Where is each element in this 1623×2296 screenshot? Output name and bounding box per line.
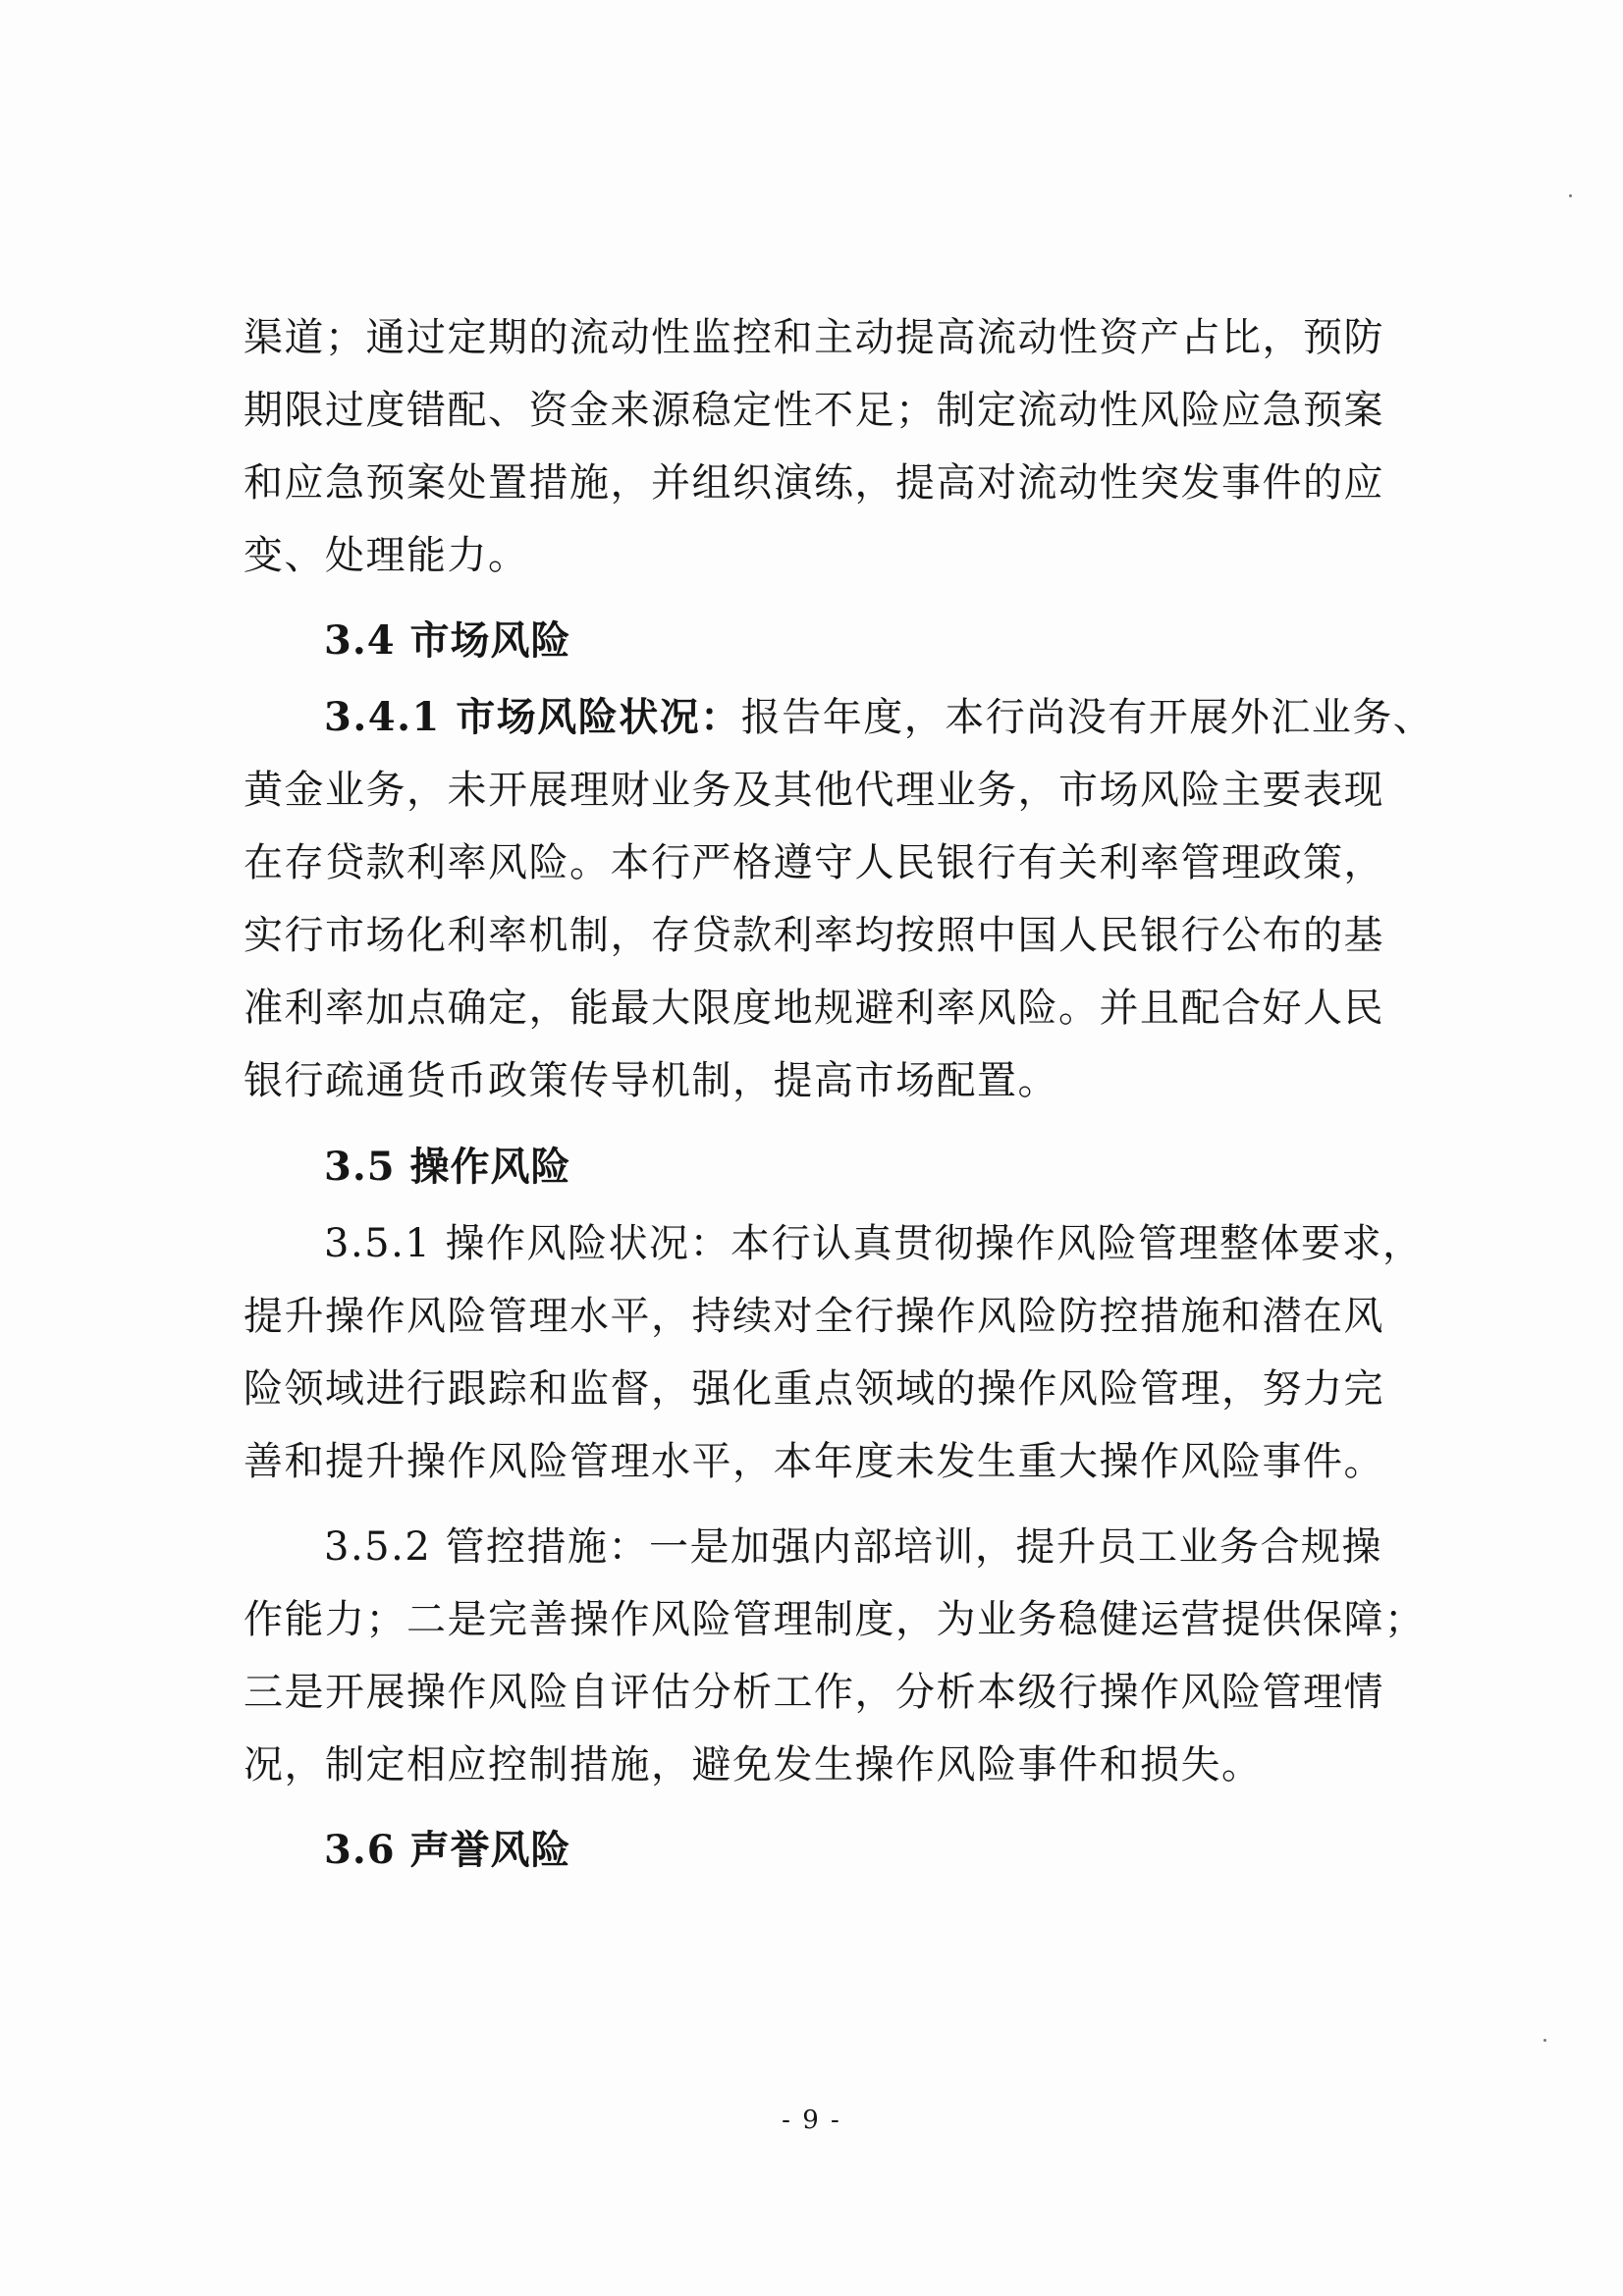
subsection-first-line-3-4-1 bbox=[324, 692, 1434, 743]
paragraph-line: 提升操作风险管理水平，持续对全行操作风险防控措施和潜在风 bbox=[243, 1294, 1384, 1339]
section-heading-3-4: 3.4 市场风险 bbox=[324, 617, 571, 664]
paragraph-line: 险领域进行跟踪和监督，强化重点领域的操作风险管理，努力完 bbox=[243, 1366, 1384, 1412]
paragraph-line: 黄金业务，未开展理财业务及其他代理业务，市场风险主要表现 bbox=[243, 768, 1384, 813]
paragraph-line: 三是开展操作风险自评估分析工作，分析本级行操作风险管理情 bbox=[243, 1670, 1384, 1715]
paragraph-line: 和应急预案处置措施，并组织演练，提高对流动性突发事件的应 bbox=[243, 460, 1384, 506]
scan-speck bbox=[1543, 2039, 1546, 2042]
subsection-text: 报告年度，本行尚没有开展外汇业务、 bbox=[740, 695, 1434, 740]
paragraph-line: 善和提升操作风险管理水平，本年度未发生重大操作风险事件。 bbox=[243, 1439, 1384, 1484]
subsection-label-3-4-1: 3.4.1 市场风险状况： bbox=[324, 694, 741, 740]
section-heading-3-6: 3.6 声誉风险 bbox=[324, 1827, 571, 1873]
paragraph-line: 期限过度错配、资金来源稳定性不足；制定流动性风险应急预案 bbox=[243, 388, 1384, 433]
subsection-first-line-3-5-2: 3.5.2 管控措施：一是加强内部培训，提升员工业务合规操 bbox=[324, 1524, 1382, 1570]
paragraph-line: 渠道；通过定期的流动性监控和主动提高流动性资产占比，预防 bbox=[243, 315, 1384, 360]
paragraph-line: 银行疏通货币政策传导机制，提高市场配置。 bbox=[243, 1058, 1058, 1103]
paragraph-line: 况，制定相应控制措施，避免发生操作风险事件和损失。 bbox=[243, 1742, 1263, 1788]
section-heading-3-5: 3.5 操作风险 bbox=[324, 1144, 571, 1190]
paragraph-line: 变、处理能力。 bbox=[243, 533, 529, 578]
paragraph-line: 作能力；二是完善操作风险管理制度，为业务稳健运营提供保障； bbox=[243, 1597, 1426, 1642]
paragraph-line: 准利率加点确定，能最大限度地规避利率风险。并且配合好人民 bbox=[243, 986, 1384, 1031]
subsection-first-line-3-5-1: 3.5.1 操作风险状况：本行认真贯彻操作风险管理整体要求， bbox=[324, 1221, 1424, 1266]
page-number: - 9 - bbox=[782, 2106, 841, 2135]
paragraph-line: 实行市场化利率机制，存贷款利率均按照中国人民银行公布的基 bbox=[243, 913, 1384, 958]
paragraph-line: 在存贷款利率风险。本行严格遵守人民银行有关利率管理政策， bbox=[243, 840, 1384, 885]
scan-speck bbox=[1569, 194, 1572, 197]
